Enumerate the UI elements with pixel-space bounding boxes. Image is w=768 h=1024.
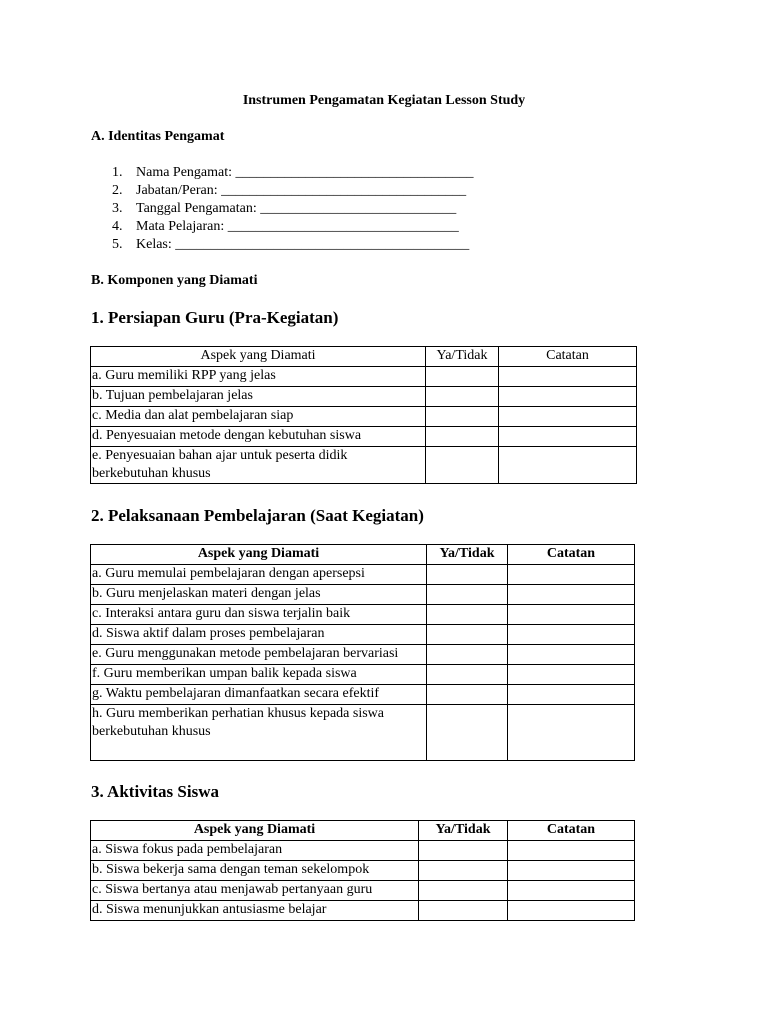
section-a-heading: A. Identitas Pengamat [91,129,225,144]
header-notes: Catatan [499,347,637,367]
preparation-table [90,346,637,484]
table-row: h. Guru memberikan perhatian khusus kepada siswa berkebutuhan khusus [91,705,635,761]
table-row: g. Waktu pembelajaran dimanfaatkan secara efektif [91,685,635,705]
yes-no-cell[interactable] [426,407,499,427]
table-row: d. Siswa aktif dalam proses pembelajaran [91,625,635,645]
yes-no-cell[interactable] [427,645,508,665]
table-row: b. Tujuan pembelajaran jelas [91,387,637,407]
document-title: Instrumen Pengamatan Kegiatan Lesson Study [242,93,526,108]
section-b-heading: B. Komponen yang Diamati [91,273,258,288]
notes-cell[interactable] [499,367,637,387]
yes-no-cell[interactable] [427,705,508,761]
header-aspect: Aspek yang Diamati [91,545,427,565]
yes-no-cell[interactable] [426,447,499,484]
table-row: c. Interaksi antara guru dan siswa terjalin baik [91,605,635,625]
notes-cell[interactable] [508,605,635,625]
table-row: b. Guru menjelaskan materi dengan jelas [91,585,635,605]
notes-cell[interactable] [508,565,635,585]
list-item: 1. Nama Pengamat: __________________________________ [112,165,474,180]
yes-no-cell[interactable] [427,665,508,685]
yes-no-cell[interactable] [419,861,508,881]
notes-cell[interactable] [499,407,637,427]
header-yes-no: Ya/Tidak [427,545,508,565]
yes-no-cell[interactable] [427,565,508,585]
list-item: 3. Tanggal Pengamatan: ____________________________ [112,201,457,216]
header-yes-no: Ya/Tidak [419,821,508,841]
table-row: a. Siswa fokus pada pembelajaran [91,841,635,861]
notes-cell[interactable] [508,685,635,705]
notes-cell[interactable] [499,447,637,484]
table-row: e. Penyesuaian bahan ajar untuk peserta didik berkebutuhan khusus [91,447,637,484]
table-row: e. Guru menggunakan metode pembelajaran bervariasi [91,645,635,665]
part3-title: 3. Aktivitas Siswa [91,782,219,801]
table-row: c. Media dan alat pembelajaran siap [91,407,637,427]
table-row: b. Siswa bekerja sama dengan teman sekelompok [91,861,635,881]
list-item: 4. Mata Pelajaran: _________________________________ [112,219,459,234]
notes-cell[interactable] [499,387,637,407]
notes-cell[interactable] [508,665,635,685]
notes-cell[interactable] [508,585,635,605]
notes-cell[interactable] [508,881,635,901]
notes-cell[interactable] [508,841,635,861]
notes-cell[interactable] [499,427,637,447]
table-row: a. Guru memulai pembelajaran dengan apersepsi [91,565,635,585]
yes-no-cell[interactable] [419,841,508,861]
table-row: c. Siswa bertanya atau menjawab pertanyaan guru [91,881,635,901]
header-aspect: Aspek yang Diamati [91,347,426,367]
list-item: 5. Kelas: __________________________________________ [112,237,470,252]
header-aspect: Aspek yang Diamati [91,821,419,841]
notes-cell[interactable] [508,645,635,665]
yes-no-cell[interactable] [427,605,508,625]
part2-title: 2. Pelaksanaan Pembelajaran (Saat Kegiatan) [91,506,424,525]
header-yes-no: Ya/Tidak [426,347,499,367]
notes-cell[interactable] [508,861,635,881]
yes-no-cell[interactable] [427,685,508,705]
table-row: a. Guru memiliki RPP yang jelas [91,367,637,387]
identity-list [91,164,474,254]
table-row: d. Penyesuaian metode dengan kebutuhan siswa [91,427,637,447]
list-item: 2. Jabatan/Peran: ___________________________________ [112,183,467,198]
yes-no-cell[interactable] [427,585,508,605]
yes-no-cell[interactable] [427,625,508,645]
yes-no-cell[interactable] [426,387,499,407]
table-header-row [91,545,635,565]
part1-title: 1. Persiapan Guru (Pra-Kegiatan) [91,308,339,327]
yes-no-cell[interactable] [426,367,499,387]
table-header-row [91,821,635,841]
table-header-row [91,347,637,367]
header-notes: Catatan [508,821,635,841]
yes-no-cell[interactable] [419,901,508,921]
table-row: d. Siswa menunjukkan antusiasme belajar [91,901,635,921]
notes-cell[interactable] [508,705,635,761]
yes-no-cell[interactable] [426,427,499,447]
student-activity-table [90,820,635,921]
notes-cell[interactable] [508,901,635,921]
header-notes: Catatan [508,545,635,565]
table-row: f. Guru memberikan umpan balik kepada siswa [91,665,635,685]
notes-cell[interactable] [508,625,635,645]
yes-no-cell[interactable] [419,881,508,901]
implementation-table [90,544,635,761]
